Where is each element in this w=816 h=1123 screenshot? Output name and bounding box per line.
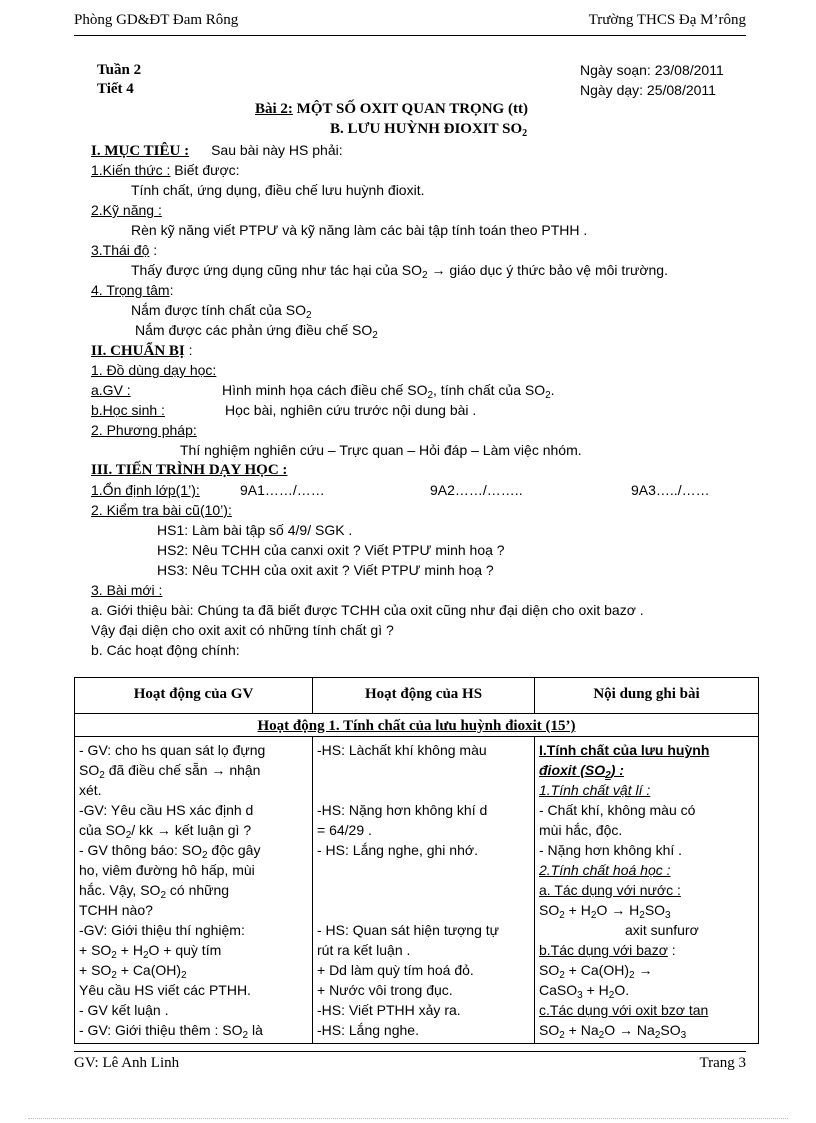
notes-section-title: I.Tính chất của lưu huỳnh <box>539 742 710 758</box>
new-lesson-heading: 3. Bài mới : <box>91 582 163 598</box>
lesson-notes: I.Tính chất của lưu huỳnh đioxit $(SO_2)$ : 1.Tính chất vật lí : - Chất khí, không màu có mùi hắc, độc. - Nặng hơn không khí . 2.Tính chất hoá học : a. Tác dụng với nước : $SO_2 + H_2O \to H_2SO_3$ axit sunfurơ b.Tác dụng với bazơ : $SO_2 + Ca(OH)_2$ → CaSO$_3$ + $H_2O$. c.Tác dụng với oxit bzơ tan $SO_2 + Na_2O \to Na_2SO_3$ <box>535 737 759 1044</box>
skills-heading: 2.Kỹ năng : <box>91 202 162 218</box>
footer-page: Trang 3 <box>699 1055 746 1071</box>
attitude-heading: 3.Thái độ : <box>91 242 158 258</box>
section-process: III. TIẾN TRÌNH DẠY HỌC : <box>91 462 288 478</box>
materials-heading: 1. Đồ dùng dạy học: <box>91 362 217 378</box>
lesson-subtitle: B. LƯU HUỲNH ĐIOXIT $SO_2$ <box>330 121 528 139</box>
methods-text: Thí nghiệm nghiên cứu – Trực quan – Hỏi đáp – Làm việc nhóm. <box>180 442 582 458</box>
table-header-row <box>75 678 759 714</box>
col-header-notes: Nội dung ghi bài <box>535 678 759 714</box>
review-heading: 2. Kiểm tra bài cũ(10’): <box>91 502 232 518</box>
equation-base: $SO_2 + Ca(OH)_2$ → <box>539 962 653 981</box>
class-9a1: 9A1……/…… <box>240 482 325 498</box>
prep-date: Ngày soạn: 23/08/2011 <box>580 62 724 78</box>
section-preparation: II. CHUẨN BỊ : <box>91 342 193 359</box>
intro-line-1: a. Giới thiệu bài: Chúng ta đã biết được TCHH của oxit cũng như đại diện cho oxit bazơ . <box>91 602 644 618</box>
activity-title: Hoạt động 1. Tính chất của lưu huỳnh đioxit (15’) <box>75 714 759 737</box>
skills-item: Rèn kỹ năng viết PTPƯ và kỹ năng làm các bài tập tính toán theo PTHH . <box>131 222 588 238</box>
table-row <box>75 737 759 1044</box>
teacher-materials: Hình minh họa cách điều chế $SO_2$, tính chất của $SO_2$. <box>222 382 555 401</box>
knowledge-item: Tính chất, ứng dụng, điều chế lưu huỳnh đioxit. <box>131 182 425 198</box>
review-hs1: HS1: Làm bài tập số 4/9/ SGK . <box>157 522 353 538</box>
header-school-name: Trường THCS Đạ M’rông <box>588 12 746 28</box>
knowledge-heading: 1.Kiến thức : Biết được: <box>91 162 240 178</box>
page-edge <box>28 1118 788 1119</box>
activity-title-row <box>75 714 759 737</box>
header-rule <box>74 35 746 36</box>
period-label: Tiết 4 <box>97 81 134 97</box>
student-materials: Học bài, nghiên cứu trước nội dung bài . <box>225 402 477 418</box>
lesson-number: Bài 2: <box>255 101 293 117</box>
equation-basic-oxide: $SO_2 + Na_2O \to Na_2SO_3$ <box>539 1022 687 1041</box>
student-label: b.Học sinh : <box>91 402 165 418</box>
header-school-office: Phòng GD&ĐT Đam Rông <box>74 12 239 28</box>
main-activities: b. Các hoạt động chính: <box>91 642 240 658</box>
class-9a2: 9A2……/…….. <box>430 482 523 498</box>
review-hs2: HS2: Nêu TCHH của canxi oxit ? Viết PTPƯ minh hoạ ? <box>157 542 505 558</box>
activity-table <box>74 677 759 1044</box>
focus-heading: 4. Trọng tâm: <box>91 282 174 298</box>
attitude-item: Thấy được ứng dụng cũng như tác hại của $SO_2$ → giáo dục ý thức bảo vệ môi trường. <box>131 262 668 281</box>
class-9a3: 9A3…../…… <box>631 482 710 498</box>
intro-line-2: Vậy đại diện cho oxit axit có những tính chất gì ? <box>91 622 394 638</box>
teacher-label: a.GV : <box>91 382 131 398</box>
week-label: Tuần 2 <box>97 62 142 78</box>
col-header-teacher: Hoạt động của GV <box>75 678 313 714</box>
section-objectives: I. MỤC TIÊU : Sau bài này HS phải: <box>91 142 343 159</box>
lesson-title: Bài 2: MỘT SỐ OXIT QUAN TRỌNG (tt) <box>255 101 528 117</box>
methods-heading: 2. Phương pháp: <box>91 422 197 438</box>
class-stabilize: 1.Ổn định lớp(1’): <box>91 482 200 498</box>
focus-item-2: Nắm được các phản ứng điều chế $SO_2$ <box>135 322 378 341</box>
footer-teacher: GV: Lê Anh Linh <box>74 1055 180 1071</box>
student-activities: -HS: Làchất khí không màu -HS: Nặng hơn không khí d = 64/29 . - HS: Lắng nghe, ghi nhớ. - HS: Quan sát hiện tượng tự rút ra kết luận . + Dd làm quỳ tím hoá đỏ. + Nước vôi trong đục. -HS: Viết PTHH xảy ra. -HS: Lắng nghe. <box>313 737 535 1044</box>
review-hs3: HS3: Nêu TCHH của oxit axit ? Viết PTPƯ minh hoạ ? <box>157 562 494 578</box>
focus-item-1: Nắm được tính chất của $SO_2$ <box>131 302 312 321</box>
equation-water: $SO_2 + H_2O \to H_2SO_3$ <box>539 902 671 921</box>
teach-date: Ngày dạy: 25/08/2011 <box>580 82 716 98</box>
col-header-student: Hoạt động của HS <box>313 678 535 714</box>
footer-rule <box>74 1051 746 1052</box>
teacher-activities: - GV: cho hs quan sát lọ đựng $SO_2$ đã điều chế sẵn → nhận xét. -GV: Yêu cầu HS xác định d của $SO_2/$ kk → kết luận gì ? - GV thông báo: $SO_2$ độc gây ho, viêm đường hô hấp, mùi hắc. Vậy, $SO_2$ có những TCHH nào? -GV: Giới thiệu thí nghiệm: + $SO_2 + H_2O$ + quỳ tím + $SO_2 + Ca(OH)_2$ Yêu cầu HS viết các PTHH. - GV kết luận . - GV: Giới thiệu thêm : $SO_2$ là <box>75 737 313 1044</box>
